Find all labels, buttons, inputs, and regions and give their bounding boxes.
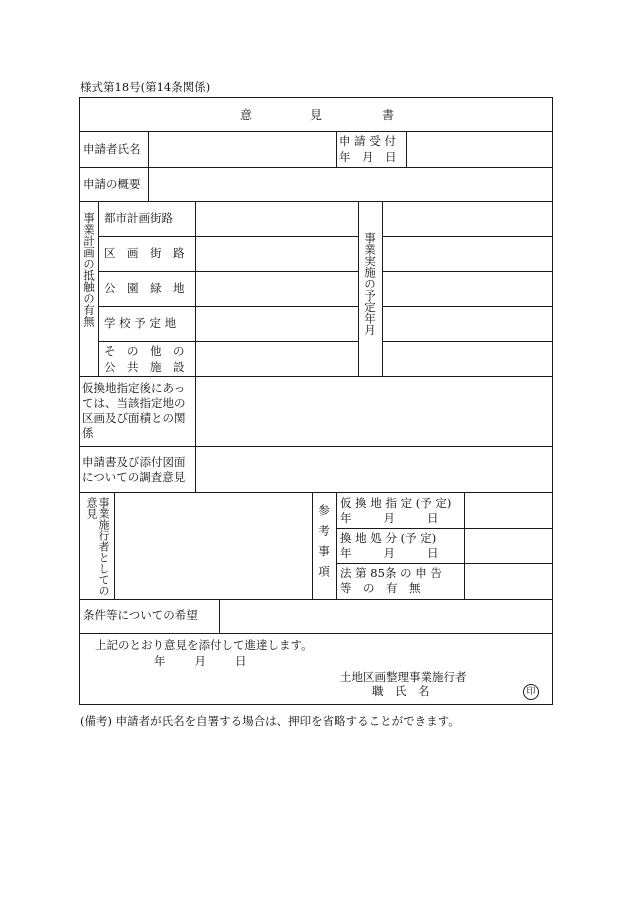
operator-name-label: 土地区画整理事業施行者: [340, 670, 467, 684]
form-number: 様式第18号(第14条関係): [80, 80, 211, 94]
conflict-field[interactable]: [196, 202, 357, 236]
conflict-item-label: 都市計画街路: [104, 211, 173, 225]
reference-item-label: 換 地 処 分 (予 定): [340, 531, 437, 545]
conflict-item-label: 区 画 街 路: [104, 246, 185, 260]
col-divider: [336, 131, 337, 167]
overview-label: 申請の概要: [83, 177, 141, 191]
schedule-field[interactable]: [383, 272, 551, 306]
operator-opinion-field[interactable]: [115, 493, 311, 598]
conflict-field[interactable]: [196, 307, 357, 341]
schedule-field[interactable]: [383, 307, 551, 341]
conflict-field[interactable]: [196, 342, 357, 376]
transmittal-statement: 上記のとおり意見を添付して進達します。: [95, 638, 313, 652]
conflict-item-label: 公 共 施 設: [104, 360, 185, 374]
col-divider: [336, 492, 337, 599]
receipt-date-label: 年 月 日: [339, 150, 397, 164]
transmittal-date: 年 月 日: [154, 654, 249, 668]
receipt-date-field[interactable]: [407, 132, 551, 166]
conditions-field[interactable]: [220, 600, 551, 632]
reference-item-label: 仮 換 地 指 定 (予 定): [340, 496, 452, 510]
schedule-field[interactable]: [383, 202, 551, 236]
schedule-label: 事業実施の予定年月: [363, 232, 377, 336]
survey-opinion-label: 申請書及び添付図面についての調査意見: [82, 455, 186, 484]
survey-opinion-field[interactable]: [196, 447, 551, 491]
reference-label: 参考事項: [317, 504, 331, 586]
col-divider: [358, 201, 359, 376]
reference-item-label: 等 の 有 無: [340, 581, 421, 595]
official-name-label: 職 氏 名: [372, 684, 430, 698]
provisional-relation-label: 仮換地指定後にあっては、当該指定地の区画及び面積との関係: [82, 381, 186, 440]
reference-field[interactable]: [465, 529, 551, 562]
conflict-field[interactable]: [196, 272, 357, 306]
reference-item-date: 年 月 日: [340, 511, 442, 525]
title-char: 見: [310, 108, 323, 122]
receipt-label: 申 請 受 付: [339, 134, 396, 148]
schedule-field[interactable]: [383, 342, 551, 376]
row-divider: [80, 633, 552, 634]
overview-field[interactable]: [149, 168, 551, 200]
reference-field[interactable]: [465, 564, 551, 598]
operator-opinion-label: 事業施行者としての意見: [85, 497, 110, 596]
conflict-field[interactable]: [196, 237, 357, 271]
title-char: 意: [240, 108, 253, 122]
conflict-item-label: そ の 他 の: [104, 344, 185, 358]
col-divider: [98, 201, 99, 376]
applicant-name-field[interactable]: [149, 132, 335, 166]
reference-item-label: 法 第 85条 の 申 告: [340, 566, 442, 580]
reference-field[interactable]: [465, 493, 551, 527]
provisional-relation-field[interactable]: [196, 377, 551, 445]
reference-item-date: 年 月 日: [340, 546, 442, 560]
conditions-label: 条件等についての希望: [83, 608, 198, 622]
applicant-name-label: 申請者氏名: [83, 142, 141, 156]
seal-mark: 印: [523, 684, 539, 700]
conflict-item-label: 公 園 緑 地: [104, 281, 185, 295]
title-char: 書: [382, 108, 395, 122]
schedule-field[interactable]: [383, 237, 551, 271]
conflict-label: 事業計画の抵触の有無: [82, 212, 96, 327]
col-divider: [312, 492, 313, 599]
conflict-item-label: 学 校 予 定 地: [104, 316, 177, 330]
remarks-note: (備考) 申請者が氏名を自署する場合は、押印を省略することができます。: [80, 714, 460, 728]
